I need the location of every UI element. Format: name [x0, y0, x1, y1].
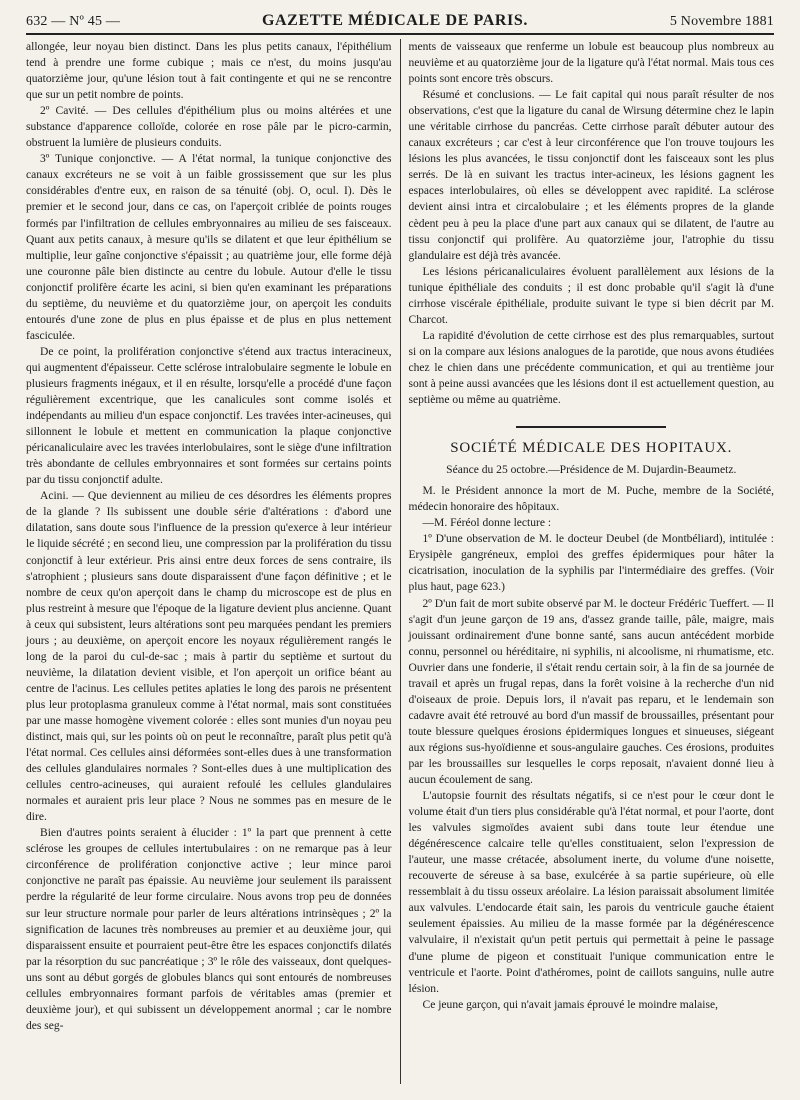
paragraph: Acini. — Que deviennent au milieu de ces désordres les éléments propres de la glande ? Ils subissent une double série d'altérations : d'abord une dilatation, sans doute sous l'influence de la pression qu'exerce à leur intérieur le liquide sécrété ; en second lieu, une compression par la prolifération du tissu conjonctif à leur extérieur. Pris ainsi entre deux forces de sens contraire, ils s'atrophient ; plusieurs sans doute disparaissent d'une façon définitive ; et le nombre de ceux qu'on aperçoit dans le champ du microscope est de plus en plus restreint à mesure que l'époque de la ligature devient plus ancienne. Quant à ceux qui subsistent, leurs altérations sont peu marquées pendant les premiers jours ; au deuxième, on aperçoit encore les noyaux régulièrement rangés le long de la paroi du cul-de-sac ; mais à partir du septième et surtout du neuvième, la dilatation devient visible, et l'on aperçoit un orifice béant au centre de l'acinus. Les cellules petites aplaties le long des parois ne présentent plus leur protoplasma granuleux comme à l'état normal, mais sont constituées par une masse homogène vivement colorée : elles sont munies d'un noyau peu distinct, mais qui, sur les points où on peut le reconnaître, paraît plus petit qu'à l'état normal. Ces cellules ainsi déformées sont-elles dues à une transformation des cellules glandulaires normales ? Sont-elles dues à une multiplication des cellules centro-acineuses, qui auraient refoulé les cellules glandulaires normales et auraient pris leur place ? Nous ne sommes pas en mesure de le dire.	[26, 490, 392, 824]
right-column	[401, 39, 775, 1084]
paragraph: 2º Cavité. — Des cellules d'épithélium plus ou moins altérées et une substance d'apparence colloïde, colorée en rose pâle par le picro-carmin, obstruent la lumière de plusieurs conduits.	[26, 105, 392, 150]
paragraph: ments de vaisseaux que renferme un lobule est beaucoup plus nombreux au neuvième et au quatorzième jour de la ligature qu'à l'état normal. Mais tous ces points sont encore très obscurs.	[408, 41, 774, 86]
section-title: SOCIÉTÉ MÉDICALE DES HOPITAUX.	[450, 440, 733, 457]
issue-date: 5 Novembre 1881	[669, 14, 774, 29]
paragraph: 1º D'une observation de M. le docteur Deubel (de Montbéliard), intitulée : Erysipèle gangréneux, emploi des greffes épidermiques pour hâter la cicatrisation, inoculation de la syphilis par l'intermédiaire des greffes. (Voir plus haut, page 623.)	[408, 533, 774, 594]
paragraph: 2º D'un fait de mort subite observé par M. le docteur Frédéric Tueffert. — Il s'agit d'un jeune garçon de 19 ans, d'assez grande taille, pâle, maigre, mais jouissant ordinairement d'une bonne santé, sans aucun antécédent morbide connu, personnel ou héréditaire, ni syphilis, ni alcoolisme, ni rhumatisme, etc. Ouvrier dans une fonderie, il s'était rendu certain soir, à la fin de sa journée de travail et après un frugal repas, dans la forêt voisine à la recherche d'un nid d'oiseaux de proie. Depuis lors, il n'avait pas reparu, et le lendemain son cadavre avait été retrouvé au bord d'un massif de broussailles, présentant pour toute blessure quelques érosions épidermiques longues et sinueuses, siégeant aux régions sus-hyoïdienne et sous-angulaire gauches. Ces érosions, produites par les broussailles sur lesquelles le corps reposait, n'avaient donné lieu à aucun écoulement de sang.	[408, 597, 774, 787]
left-column	[26, 39, 400, 1084]
paragraph: M. le Président annonce la mort de M. Puche, membre de la Société, médecin honoraire des hôpitaux.	[408, 485, 774, 514]
paragraph: —M. Féréol donne lecture :	[422, 517, 552, 530]
paragraph: allongée, leur noyau bien distinct. Dans les plus petits canaux, l'épithélium tend à prendre une forme cubique ; mais ce n'est, du moins jusqu'au quatorzième jour, qu'une lésion tout à fait contingente et qui ne se rencontre que sur un petit nombre de points.	[26, 41, 392, 102]
page-number: 632 — Nº 45 —	[26, 14, 121, 29]
paragraph: 3º Tunique conjonctive. — A l'état normal, la tunique conjonctive des canaux excréteurs ne se voit à un faible grossissement que sur les plus considérables d'entre eux, en raison de sa ténuité (obj. O, ocul. I). Dès le premier et le second jour, dans ce cas, on l'aperçoit criblée de points rouges formés par l'infiltration de cellules embryonnaires au milieu de ses faisceaux. Quant aux petits canaux, à mesure qu'ils se dilatent et que leur épithélium se multiplie, leur gaîne conjonctive s'épaissit ; au quatrième jour, elle forme déjà une couronne pâle bien distincte au centre du lobule. Autour d'elle le tissu conjonctif prolifère écarte les acini, si bien qu'en examinant les préparations du septième, du neuvième et du quatorzième jour, on aperçoit les conduits entourés d'une zone de plus en plus épaisse et de plus en plus nettement fasciculée.	[26, 153, 392, 342]
columns	[26, 39, 774, 1084]
seance-line: Séance du 25 octobre.—Présidence de M. Dujardin-Beaumetz.	[446, 464, 737, 477]
journal-title: GAZETTE MÉDICALE DE PARIS.	[261, 12, 528, 29]
paragraph: Bien d'autres points seraient à élucider : 1º la part que prennent à cette sclérose les groupes de cellules intertubulaires : on ne remarque pas à leur circonférence de prolifération conjonctive active ; leur mince paroi conjonctive ne paraît pas épaissie. Au neuvième jour seulement ils paraissent perdre la régularité de leur forme circulaire. Nous avons trop peu de données sur leur structure normale pour parler de leurs altérations intrinsèques ; 2º la signification de lacunes très nombreuses au premier et au deuxième jour, qui disparaissent ensuite et pourraient peut-être être les espaces conjonctifs dilatés par la résorption du suc pancréatique ; 3º le rôle des vaisseaux, dont quelques-uns sont au début gorgés de globules blancs qui sont entourés de nombreuses cellules embryonnaires formant parfois de véritables amas (premier et deuxième jour), et qui subissent un développement anormal ; car le nombre des seg-	[26, 827, 392, 1032]
running-header	[26, 12, 774, 30]
paragraph: Les lésions péricanaliculaires évoluent parallèlement aux lésions de la tunique épithéliale des conduits ; il est donc probable qu'il s'agit là d'une cirrhose viscérale épithéliale, produite suivant le type si bien décrit par M. Charcot.	[408, 265, 774, 326]
paragraph: Ce jeune garçon, qui n'avait jamais éprouvé le moindre malaise,	[422, 998, 718, 1011]
paragraph: La rapidité d'évolution de cette cirrhose est des plus remarquables, surtout si on la compare aux lésions analogues de la parotide, que nous avons étudiées chez le chien dans une précédente communication, et qui au trentième jour sont à peine aussi avancées que les lésions dont il est actuellement question, au septième ou même au quatrième.	[408, 329, 774, 407]
paragraph: De ce point, la prolifération conjonctive s'étend aux tractus interacineux, qui augmentent d'épaisseur. Cette sclérose intralobulaire segmente le lobule en plusieurs fragments inégaux, et il en résulte, lorsqu'elle a procédé d'une façon régulièrement excentrique, que les canalicules sont comme isolés et indépendants au milieu d'un espace conjonctif. Les travées inter-acineuses, qui sillonnent le lobule et mettent en communication la plaque conjonctive péricanaliculaire avec les travées interlobulaires, sont le siège d'une infiltration très abondante de cellules embryonnaires et sont formées sur certains points par du tissu conjonctif adulte.	[26, 345, 392, 487]
section-rule	[516, 426, 666, 428]
paragraph: Résumé et conclusions. — Le fait capital qui nous paraît résulter de nos observations, c'est que la ligature du canal de Wirsung détermine chez le lapin une véritable cirrhose du pancréas. Cette cirrhose paraît débuter autour des canaux excréteurs ; car c'est à leur circonférence que l'on trouve toujours les lésions les plus avancées, le tissu conjonctif dont les faisceaux sont les plus serrés. De là en suivant les tractus inter-acineux, les lésions gagnent les espaces interlobulaires, où elles se développent avec rapidité. La sclérose devient ainsi intra et circalobulaire ; et les éléments propres de la glande cèdent peu à peu la place d'une part aux canaux qui se dilatent, de l'autre au tissu conjonctif qui prolifère. Au quatorzième jour, l'atrophie du tissu glandulaire est déjà très avancée.	[408, 89, 774, 262]
paragraph: L'autopsie fournit des résultats négatifs, si ce n'est pour le cœur dont le volume était d'un tiers plus considérable qu'à l'état normal, et pour l'aorte, dont les valvules sigmoïdes avaient subi dans toute leur étendue une dégénérescence calcaire telle qu'elles constituaient, selon l'expression de l'auteur, une masse crétacée, absolument inerte, du volume d'une noisette, recouverte de séreuse à sa base, exulcérée à sa partie supérieure, où elle ressemblait à du tissu osseux aréolaire. La lésion paraissait absolument limitée aux valvules. L'endocarde était sain, les parois du ventricule gauche étaient seulement épaissies. Au milieu de la masse formée par la dégénérescence valvulaire, il n'existait qu'un petit pertuis qui permettait à peine le passage d'une plume de pigeon et constituait l'unique communication entre le ventricule et l'aorte. Point d'athéromes, point de caillots sanguins, nulle autre lésion.	[408, 790, 774, 995]
header-rule	[26, 33, 774, 35]
